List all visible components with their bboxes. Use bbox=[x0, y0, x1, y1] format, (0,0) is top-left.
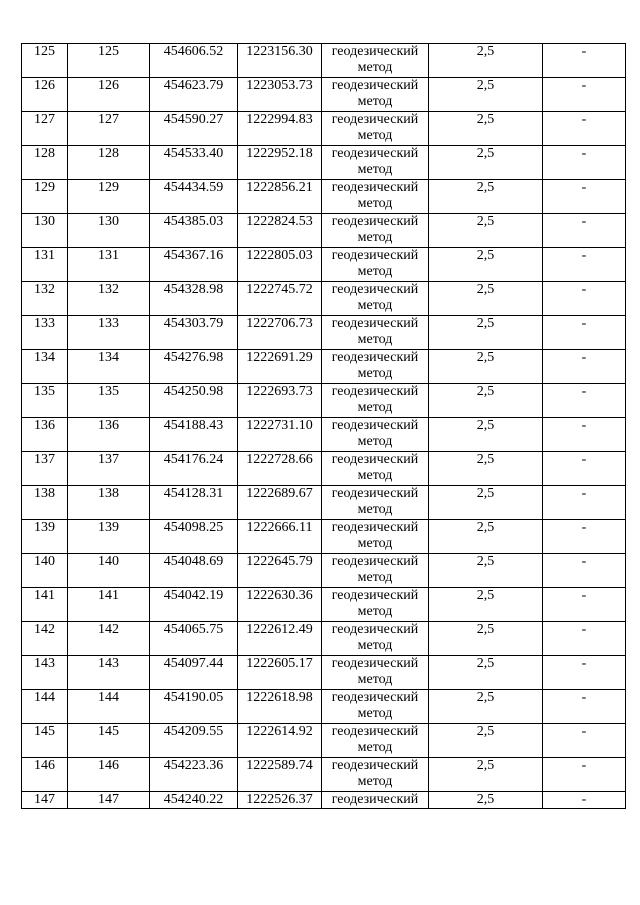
point-name-cell: 141 bbox=[68, 588, 150, 622]
method-cell bbox=[322, 486, 429, 520]
note-cell: - bbox=[543, 350, 626, 384]
method-label-line1: геодезический bbox=[331, 316, 419, 331]
accuracy-cell: 2,5 bbox=[429, 622, 543, 656]
note-cell: - bbox=[543, 452, 626, 486]
point-number-cell: 125 bbox=[22, 44, 68, 78]
y-coordinate-cell: 1222693.73 bbox=[238, 384, 322, 418]
method-label-line2: метод bbox=[357, 60, 393, 75]
x-coordinate-cell: 454250.98 bbox=[150, 384, 238, 418]
method-cell bbox=[322, 724, 429, 758]
point-name-cell: 145 bbox=[68, 724, 150, 758]
method-label-line2: метод bbox=[357, 638, 393, 653]
y-coordinate-cell: 1223156.30 bbox=[238, 44, 322, 78]
point-number-cell: 131 bbox=[22, 248, 68, 282]
x-coordinate-cell: 454097.44 bbox=[150, 656, 238, 690]
accuracy-cell: 2,5 bbox=[429, 554, 543, 588]
point-number-cell: 141 bbox=[22, 588, 68, 622]
method-label-line1: геодезический bbox=[331, 520, 419, 535]
y-coordinate-cell: 1222745.72 bbox=[238, 282, 322, 316]
table-row bbox=[22, 792, 626, 809]
method-label-line2: метод bbox=[357, 706, 393, 721]
accuracy-cell: 2,5 bbox=[429, 282, 543, 316]
table-row bbox=[22, 622, 626, 656]
point-number-cell: 143 bbox=[22, 656, 68, 690]
method-cell bbox=[322, 792, 429, 809]
point-name-cell: 127 bbox=[68, 112, 150, 146]
y-coordinate-cell: 1222645.79 bbox=[238, 554, 322, 588]
point-number-cell: 136 bbox=[22, 418, 68, 452]
note-cell: - bbox=[543, 588, 626, 622]
note-cell: - bbox=[543, 724, 626, 758]
accuracy-cell: 2,5 bbox=[429, 146, 543, 180]
method-cell bbox=[322, 690, 429, 724]
note-cell: - bbox=[543, 792, 626, 809]
y-coordinate-cell: 1223053.73 bbox=[238, 78, 322, 112]
method-label-line1: геодезический bbox=[331, 554, 419, 569]
accuracy-cell: 2,5 bbox=[429, 792, 543, 809]
x-coordinate-cell: 454590.27 bbox=[150, 112, 238, 146]
method-cell bbox=[322, 44, 429, 78]
table-row bbox=[22, 214, 626, 248]
point-name-cell: 131 bbox=[68, 248, 150, 282]
x-coordinate-cell: 454606.52 bbox=[150, 44, 238, 78]
method-cell bbox=[322, 520, 429, 554]
method-cell bbox=[322, 78, 429, 112]
method-cell bbox=[322, 248, 429, 282]
point-number-cell: 140 bbox=[22, 554, 68, 588]
method-label-line2: метод bbox=[357, 502, 393, 517]
point-number-cell: 132 bbox=[22, 282, 68, 316]
accuracy-cell: 2,5 bbox=[429, 316, 543, 350]
point-name-cell: 129 bbox=[68, 180, 150, 214]
point-number-cell: 146 bbox=[22, 758, 68, 792]
method-cell bbox=[322, 214, 429, 248]
point-name-cell: 125 bbox=[68, 44, 150, 78]
x-coordinate-cell: 454190.05 bbox=[150, 690, 238, 724]
y-coordinate-cell: 1222856.21 bbox=[238, 180, 322, 214]
point-name-cell: 140 bbox=[68, 554, 150, 588]
method-label-line1: геодезический bbox=[331, 622, 419, 637]
method-cell bbox=[322, 418, 429, 452]
note-cell: - bbox=[543, 180, 626, 214]
table-row bbox=[22, 248, 626, 282]
point-name-cell: 142 bbox=[68, 622, 150, 656]
accuracy-cell: 2,5 bbox=[429, 180, 543, 214]
point-number-cell: 128 bbox=[22, 146, 68, 180]
note-cell: - bbox=[543, 78, 626, 112]
note-cell: - bbox=[543, 112, 626, 146]
table-row bbox=[22, 384, 626, 418]
accuracy-cell: 2,5 bbox=[429, 486, 543, 520]
note-cell: - bbox=[543, 622, 626, 656]
method-label-line1: геодезический bbox=[331, 78, 419, 93]
method-label-line2: метод bbox=[357, 604, 393, 619]
point-number-cell: 133 bbox=[22, 316, 68, 350]
point-name-cell: 137 bbox=[68, 452, 150, 486]
table-row bbox=[22, 588, 626, 622]
point-name-cell: 126 bbox=[68, 78, 150, 112]
point-name-cell: 138 bbox=[68, 486, 150, 520]
point-name-cell: 143 bbox=[68, 656, 150, 690]
table-row bbox=[22, 758, 626, 792]
point-name-cell: 132 bbox=[68, 282, 150, 316]
table-row bbox=[22, 418, 626, 452]
method-label-line2: метод bbox=[357, 94, 393, 109]
note-cell: - bbox=[543, 554, 626, 588]
method-label-line2: метод bbox=[357, 366, 393, 381]
method-label-line1: геодезический bbox=[331, 418, 419, 433]
method-label-line1: геодезический bbox=[331, 146, 419, 161]
method-label-line2: метод bbox=[357, 162, 393, 177]
accuracy-cell: 2,5 bbox=[429, 758, 543, 792]
x-coordinate-cell: 454048.69 bbox=[150, 554, 238, 588]
y-coordinate-cell: 1222706.73 bbox=[238, 316, 322, 350]
table-row bbox=[22, 350, 626, 384]
accuracy-cell: 2,5 bbox=[429, 724, 543, 758]
point-number-cell: 127 bbox=[22, 112, 68, 146]
method-cell bbox=[322, 656, 429, 690]
table-row bbox=[22, 282, 626, 316]
method-label-line2: метод bbox=[357, 298, 393, 313]
table-row bbox=[22, 486, 626, 520]
x-coordinate-cell: 454188.43 bbox=[150, 418, 238, 452]
method-label-line1: геодезический bbox=[331, 350, 419, 365]
x-coordinate-cell: 454367.16 bbox=[150, 248, 238, 282]
method-label-line1: геодезический bbox=[331, 452, 419, 467]
table-row bbox=[22, 44, 626, 78]
point-number-cell: 142 bbox=[22, 622, 68, 656]
point-name-cell: 139 bbox=[68, 520, 150, 554]
method-label-line2: метод bbox=[357, 536, 393, 551]
table-row bbox=[22, 316, 626, 350]
y-coordinate-cell: 1222526.37 bbox=[238, 792, 322, 809]
point-number-cell: 135 bbox=[22, 384, 68, 418]
method-cell bbox=[322, 758, 429, 792]
point-number-cell: 138 bbox=[22, 486, 68, 520]
y-coordinate-cell: 1222618.98 bbox=[238, 690, 322, 724]
method-label-line1: геодезический bbox=[331, 248, 419, 263]
point-name-cell: 147 bbox=[68, 792, 150, 809]
point-name-cell: 146 bbox=[68, 758, 150, 792]
method-cell bbox=[322, 316, 429, 350]
note-cell: - bbox=[543, 520, 626, 554]
table-row bbox=[22, 690, 626, 724]
point-number-cell: 137 bbox=[22, 452, 68, 486]
y-coordinate-cell: 1222605.17 bbox=[238, 656, 322, 690]
accuracy-cell: 2,5 bbox=[429, 384, 543, 418]
method-cell bbox=[322, 146, 429, 180]
method-label-line1: геодезический bbox=[331, 690, 419, 705]
point-name-cell: 135 bbox=[68, 384, 150, 418]
accuracy-cell: 2,5 bbox=[429, 78, 543, 112]
method-cell bbox=[322, 112, 429, 146]
method-label-line2: метод bbox=[357, 570, 393, 585]
method-cell bbox=[322, 282, 429, 316]
table-row bbox=[22, 146, 626, 180]
method-label-line2: метод bbox=[357, 740, 393, 755]
method-label-line2: метод bbox=[357, 434, 393, 449]
note-cell: - bbox=[543, 44, 626, 78]
x-coordinate-cell: 454623.79 bbox=[150, 78, 238, 112]
y-coordinate-cell: 1222805.03 bbox=[238, 248, 322, 282]
method-cell bbox=[322, 554, 429, 588]
point-name-cell: 130 bbox=[68, 214, 150, 248]
point-number-cell: 139 bbox=[22, 520, 68, 554]
accuracy-cell: 2,5 bbox=[429, 656, 543, 690]
x-coordinate-cell: 454128.31 bbox=[150, 486, 238, 520]
note-cell: - bbox=[543, 214, 626, 248]
method-label-line1: геодезический bbox=[331, 724, 419, 739]
note-cell: - bbox=[543, 656, 626, 690]
method-label-line1: геодезический bbox=[331, 758, 419, 773]
method-label-line2: метод bbox=[357, 128, 393, 143]
point-name-cell: 128 bbox=[68, 146, 150, 180]
accuracy-cell: 2,5 bbox=[429, 112, 543, 146]
x-coordinate-cell: 454065.75 bbox=[150, 622, 238, 656]
method-cell bbox=[322, 384, 429, 418]
y-coordinate-cell: 1222666.11 bbox=[238, 520, 322, 554]
method-label-line1: геодезический bbox=[331, 214, 419, 229]
method-label-line1: геодезический bbox=[331, 112, 419, 127]
method-label-line1: геодезический bbox=[331, 44, 419, 59]
method-label-line2: метод bbox=[357, 332, 393, 347]
point-number-cell: 129 bbox=[22, 180, 68, 214]
point-number-cell: 144 bbox=[22, 690, 68, 724]
method-label-line2: метод bbox=[357, 468, 393, 483]
x-coordinate-cell: 454303.79 bbox=[150, 316, 238, 350]
y-coordinate-cell: 1222614.92 bbox=[238, 724, 322, 758]
x-coordinate-cell: 454209.55 bbox=[150, 724, 238, 758]
method-cell bbox=[322, 588, 429, 622]
point-number-cell: 126 bbox=[22, 78, 68, 112]
note-cell: - bbox=[543, 146, 626, 180]
note-cell: - bbox=[543, 486, 626, 520]
accuracy-cell: 2,5 bbox=[429, 690, 543, 724]
x-coordinate-cell: 454533.40 bbox=[150, 146, 238, 180]
method-label-line1: геодезический bbox=[331, 282, 419, 297]
method-label-line1: геодезический bbox=[331, 656, 419, 671]
method-cell bbox=[322, 622, 429, 656]
point-name-cell: 133 bbox=[68, 316, 150, 350]
y-coordinate-cell: 1222728.66 bbox=[238, 452, 322, 486]
coordinates-table bbox=[21, 43, 626, 809]
method-label-line1: геодезический bbox=[331, 588, 419, 603]
y-coordinate-cell: 1222589.74 bbox=[238, 758, 322, 792]
note-cell: - bbox=[543, 282, 626, 316]
table-row bbox=[22, 656, 626, 690]
point-name-cell: 136 bbox=[68, 418, 150, 452]
x-coordinate-cell: 454276.98 bbox=[150, 350, 238, 384]
table-row bbox=[22, 520, 626, 554]
method-label-line2: метод bbox=[357, 264, 393, 279]
note-cell: - bbox=[543, 316, 626, 350]
accuracy-cell: 2,5 bbox=[429, 350, 543, 384]
table-body bbox=[22, 44, 626, 809]
note-cell: - bbox=[543, 384, 626, 418]
table-row bbox=[22, 112, 626, 146]
accuracy-cell: 2,5 bbox=[429, 452, 543, 486]
point-number-cell: 134 bbox=[22, 350, 68, 384]
y-coordinate-cell: 1222824.53 bbox=[238, 214, 322, 248]
method-label-line2: метод bbox=[357, 230, 393, 245]
y-coordinate-cell: 1222952.18 bbox=[238, 146, 322, 180]
method-cell bbox=[322, 452, 429, 486]
method-label-line1: геодезический bbox=[331, 384, 419, 399]
point-number-cell: 147 bbox=[22, 792, 68, 809]
x-coordinate-cell: 454176.24 bbox=[150, 452, 238, 486]
table-row bbox=[22, 180, 626, 214]
accuracy-cell: 2,5 bbox=[429, 248, 543, 282]
method-label-line1: геодезический bbox=[331, 792, 419, 807]
y-coordinate-cell: 1222994.83 bbox=[238, 112, 322, 146]
method-label-line2: метод bbox=[357, 774, 393, 789]
method-label-line2: метод bbox=[357, 400, 393, 415]
method-label-line2: метод bbox=[357, 672, 393, 687]
accuracy-cell: 2,5 bbox=[429, 520, 543, 554]
method-label-line1: геодезический bbox=[331, 180, 419, 195]
method-label-line2: метод bbox=[357, 196, 393, 211]
y-coordinate-cell: 1222630.36 bbox=[238, 588, 322, 622]
x-coordinate-cell: 454042.19 bbox=[150, 588, 238, 622]
table-row bbox=[22, 452, 626, 486]
method-cell bbox=[322, 180, 429, 214]
note-cell: - bbox=[543, 418, 626, 452]
point-name-cell: 144 bbox=[68, 690, 150, 724]
accuracy-cell: 2,5 bbox=[429, 214, 543, 248]
x-coordinate-cell: 454240.22 bbox=[150, 792, 238, 809]
x-coordinate-cell: 454223.36 bbox=[150, 758, 238, 792]
y-coordinate-cell: 1222731.10 bbox=[238, 418, 322, 452]
note-cell: - bbox=[543, 758, 626, 792]
accuracy-cell: 2,5 bbox=[429, 418, 543, 452]
x-coordinate-cell: 454434.59 bbox=[150, 180, 238, 214]
method-label-line1: геодезический bbox=[331, 486, 419, 501]
point-name-cell: 134 bbox=[68, 350, 150, 384]
table-row bbox=[22, 554, 626, 588]
note-cell: - bbox=[543, 690, 626, 724]
x-coordinate-cell: 454098.25 bbox=[150, 520, 238, 554]
point-number-cell: 145 bbox=[22, 724, 68, 758]
accuracy-cell: 2,5 bbox=[429, 44, 543, 78]
point-number-cell: 130 bbox=[22, 214, 68, 248]
y-coordinate-cell: 1222689.67 bbox=[238, 486, 322, 520]
method-cell bbox=[322, 350, 429, 384]
table-row bbox=[22, 78, 626, 112]
y-coordinate-cell: 1222612.49 bbox=[238, 622, 322, 656]
accuracy-cell: 2,5 bbox=[429, 588, 543, 622]
table-row bbox=[22, 724, 626, 758]
x-coordinate-cell: 454328.98 bbox=[150, 282, 238, 316]
x-coordinate-cell: 454385.03 bbox=[150, 214, 238, 248]
y-coordinate-cell: 1222691.29 bbox=[238, 350, 322, 384]
note-cell: - bbox=[543, 248, 626, 282]
